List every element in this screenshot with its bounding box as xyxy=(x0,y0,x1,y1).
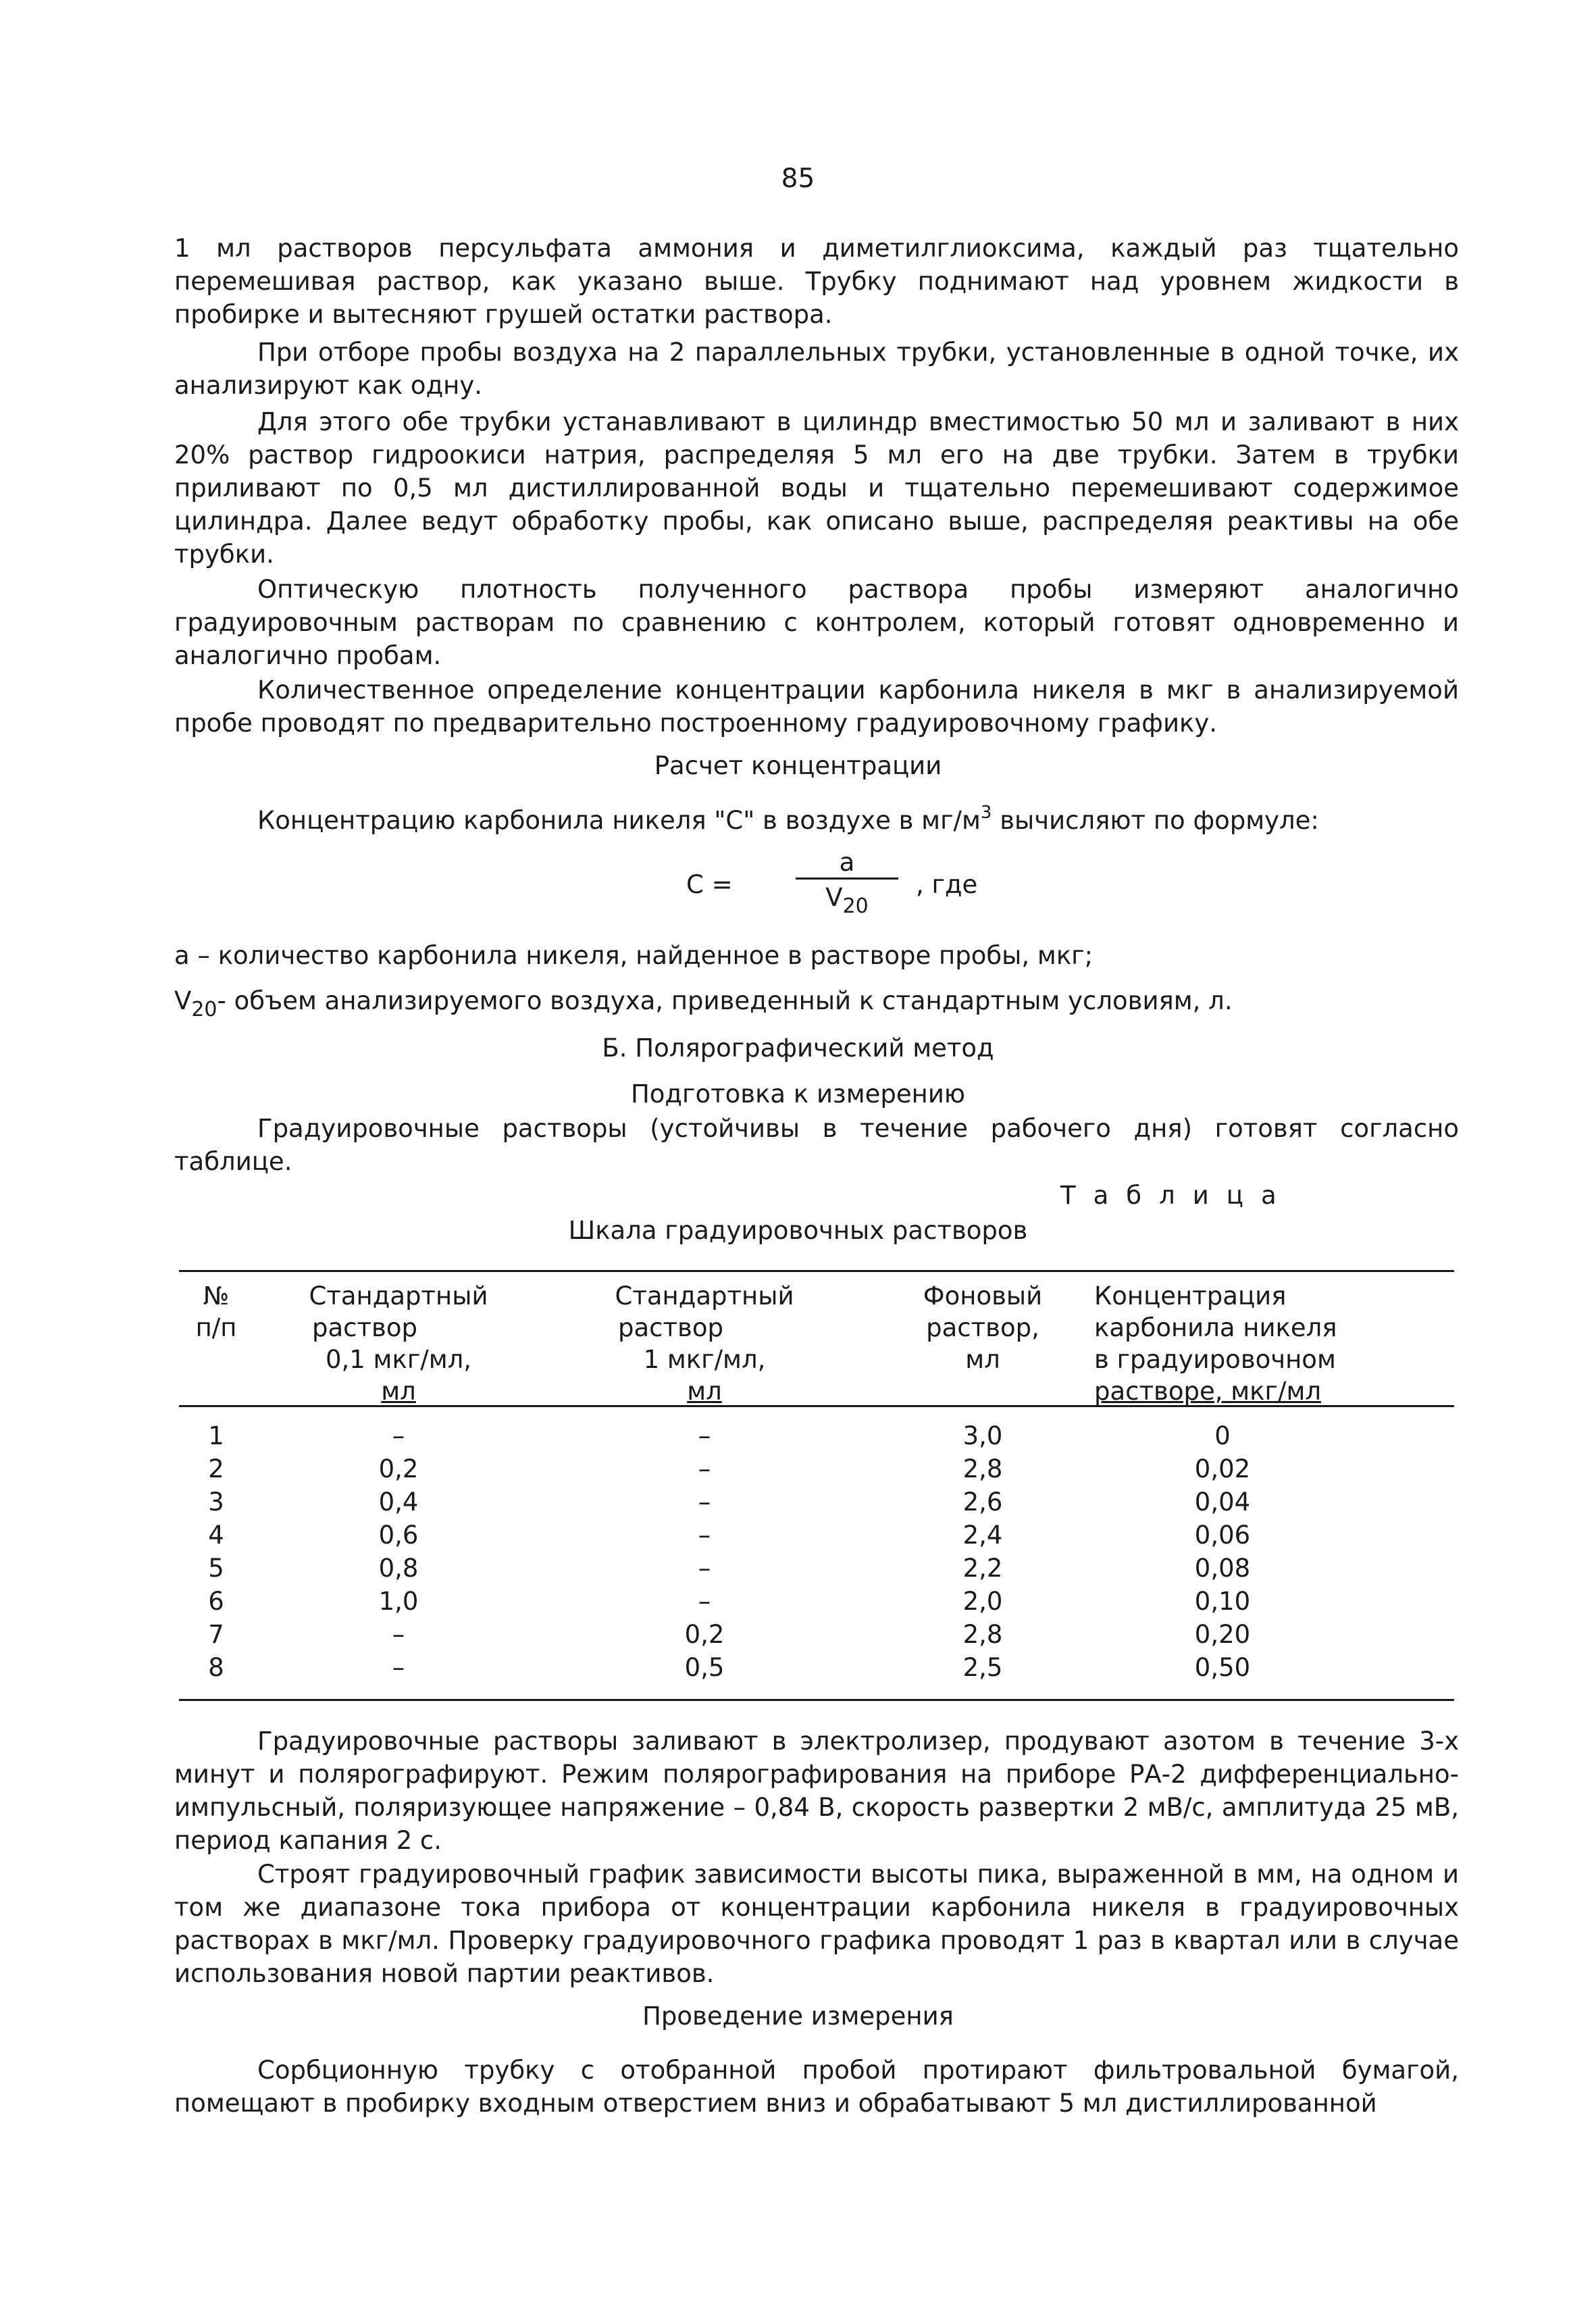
table-cell-concentration: 0,04 xyxy=(1194,1488,1251,1517)
table-cell-background-volume: 2,8 xyxy=(962,1454,1003,1483)
table-cell-std-1-volume: 0,2 xyxy=(684,1620,725,1649)
table-cell-concentration: 0 xyxy=(1214,1421,1231,1450)
definition-a: а – количество карбонила никеля, найденное в растворе пробы, мкг; xyxy=(174,941,1093,970)
table-title: Шкала градуировочных растворов xyxy=(568,1216,1028,1245)
subheading-preparation: Подготовка к измерению xyxy=(630,1079,966,1109)
paragraph-two-tubes-procedure: Для этого обе трубки устанавливают в цилиндр вместимостью 50 мл и заливают в них 20% раствор гидроокиси натрия, распределяя 5 мл его на две трубки. Затем в трубки приливают по 0,5 мл дистиллированной воды и тщательно перемешивают содержимое цилиндра. Далее ведут обработку пробы, как описано выше, распределяя реактивы на обе трубки. xyxy=(174,407,1459,569)
table-cell-std-01-volume: 0,4 xyxy=(378,1488,419,1517)
definition-v20: $V_{20}-$ объем анализируемого воздуха, приведенный к стандартным условиям, л. xyxy=(174,986,1233,1021)
table-header-background: Фоновый раствор, мл xyxy=(923,1281,1043,1374)
section-b-title: Б. Полярографический метод xyxy=(602,1034,994,1063)
formula-lhs: С = xyxy=(686,870,733,899)
table-cell-concentration: 0,20 xyxy=(1194,1620,1251,1649)
paragraph-continuation: 1 мл растворов персульфата аммония и диметилглиоксима, каждый раз тщательно перемешивая раствор, как указано выше. Трубку поднимают над уровнем жидкости в пробирке и вытесняют грушей остатки раствора. xyxy=(174,234,1459,329)
table-cell-row-number: 4 xyxy=(208,1521,224,1550)
table-cell-background-volume: 2,4 xyxy=(962,1521,1003,1550)
table-cell-background-volume: 2,5 xyxy=(962,1653,1003,1682)
table-cell-std-01-volume: – xyxy=(392,1653,405,1682)
table-cell-row-number: 5 xyxy=(208,1554,224,1583)
paragraph-quantitative: Количественное определение концентрации карбонила никеля в мкг в анализируемой пробе проводят по предварительно построенному градуировочному графику. xyxy=(174,676,1459,738)
formula-denominator: $V_{20}$ xyxy=(825,883,869,918)
paragraph-parallel-tubes: При отборе пробы воздуха на 2 параллельных трубки, установленные в одной точке, их анализируют как одну. xyxy=(174,338,1459,400)
paragraph-measurement: Сорбционную трубку с отобранной пробой протирают фильтровальной бумагой, помещают в пробирку входным отверстием вниз и обрабатывают 5 мл дистиллированной xyxy=(174,2056,1459,2118)
table-cell-background-volume: 2,2 xyxy=(962,1554,1003,1583)
table-top-rule xyxy=(179,1270,1454,1272)
table-cell-concentration: 0,08 xyxy=(1194,1554,1251,1583)
table-cell-background-volume: 2,0 xyxy=(962,1587,1003,1616)
table-header-std-01: Стандартный раствор 0,1 мкг/мл, мл xyxy=(309,1281,488,1406)
table-header-number: № п/п xyxy=(195,1281,237,1342)
table-cell-std-1-volume: – xyxy=(698,1421,711,1450)
formula-fraction xyxy=(796,848,898,923)
table-cell-std-1-volume: 0,5 xyxy=(684,1653,725,1682)
paragraph-polarography: Градуировочные растворы заливают в электролизер, продувают азотом в течение 3-х минут и полярографируют. Режим полярографирования на приборе РА-2 дифференциально-импульсный, поляризующее напряжение – 0,84 В, скорость развертки 2 мВ/с, амплитуда 25 мВ, период капания 2 с. xyxy=(174,1727,1459,1855)
table-cell-row-number: 1 xyxy=(208,1421,224,1450)
table-cell-background-volume: 2,6 xyxy=(962,1488,1003,1517)
table-cell-background-volume: 2,8 xyxy=(962,1620,1003,1649)
table-cell-row-number: 6 xyxy=(208,1587,224,1616)
table-cell-concentration: 0,02 xyxy=(1194,1454,1251,1483)
table-cell-concentration: 0,50 xyxy=(1194,1653,1251,1682)
concentration-formula xyxy=(0,848,1596,942)
table-cell-std-1-volume: – xyxy=(698,1521,711,1550)
heading-calculation: Расчет концентрации xyxy=(654,751,942,780)
table-header-concentration: Концентрация карбонила никеля в градуировочном растворе, мкг/мл xyxy=(1094,1281,1337,1406)
table-cell-row-number: 7 xyxy=(208,1620,224,1649)
table-cell-concentration: 0,06 xyxy=(1194,1521,1251,1550)
heading-measurement: Проведение измерения xyxy=(642,2002,954,2031)
formula-intro: Концентрацию карбонила никеля "С" в воздухе в $мг/м^3$ вычисляют по формуле: xyxy=(257,803,1319,835)
table-cell-std-01-volume: 0,2 xyxy=(378,1454,419,1483)
table-cell-std-01-volume: – xyxy=(392,1421,405,1450)
table-cell-row-number: 8 xyxy=(208,1653,224,1682)
table-cell-std-1-volume: – xyxy=(698,1587,711,1616)
table-cell-std-1-volume: – xyxy=(698,1554,711,1583)
table-bottom-rule xyxy=(179,1699,1454,1701)
paragraph-preparation: Градуировочные растворы (устойчивы в течение рабочего дня) готовят согласно таблице. xyxy=(174,1114,1459,1176)
table-cell-concentration: 0,10 xyxy=(1194,1587,1251,1616)
table-cell-background-volume: 3,0 xyxy=(962,1421,1003,1450)
formula-where: , где xyxy=(916,870,978,899)
paragraph-optical-density: Оптическую плотность полученного раствора пробы измеряют аналогично градуировочным растворам по сравнению с контролем, который готовят одновременно и аналогично пробам. xyxy=(174,575,1459,670)
table-cell-row-number: 2 xyxy=(208,1454,224,1483)
formula-numerator: а xyxy=(839,848,855,877)
fraction-bar xyxy=(796,878,898,880)
table-header-std-1: Стандартный раствор 1 мкг/мл, мл xyxy=(615,1281,794,1406)
page-number: 85 xyxy=(781,163,815,194)
table-cell-std-1-volume: – xyxy=(698,1488,711,1517)
paragraph-calibration-graph: Строят градуировочный график зависимости высоты пика, выраженной в мм, на одном и том же диапазоне тока прибора от концентрации карбонила никеля в градуировочных растворах в мкг/мл. Проверку градуировочного графика проводят 1 раз в квартал или в случае использования новой партии реактивов. xyxy=(174,1860,1459,1988)
table-cell-std-1-volume: – xyxy=(698,1454,711,1483)
table-cell-row-number: 3 xyxy=(208,1488,224,1517)
table-label: Таблица xyxy=(1060,1181,1294,1210)
table-cell-std-01-volume: 0,6 xyxy=(378,1521,419,1550)
table-cell-std-01-volume: 1,0 xyxy=(378,1587,419,1616)
table-cell-std-01-volume: 0,8 xyxy=(378,1554,419,1583)
table-cell-std-01-volume: – xyxy=(392,1620,405,1649)
